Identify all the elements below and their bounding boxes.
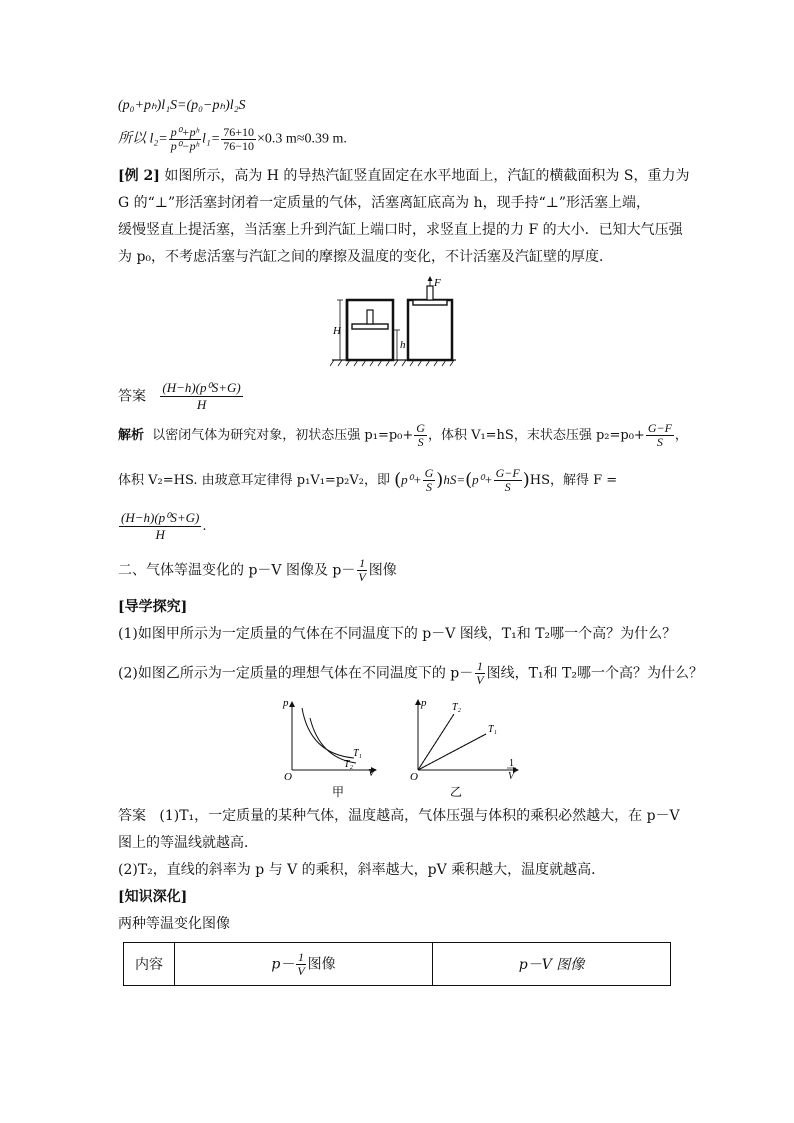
deepen-subtitle: 两种等温变化图像 [118,916,230,932]
svg-text:T₁: T₁ [353,748,363,759]
svg-text:T₂: T₂ [344,759,354,770]
label-H: H [333,325,341,337]
label-yi: 乙 [450,785,463,799]
example-2-line-1: [例 2] 如图所示，高为 H 的导热汽缸竖直固定在水平地面上，汽缸的横截面积为 S，重力为 [118,168,690,184]
section-2-title: 二、气体等温变化的 p－V 图像及 p－ $\frac{1}{V}$ 图像 [118,556,397,584]
example-2-line-2: G 的“⊥”形活塞封闭着一定质量的气体，活塞离缸底高为 h，现手持“⊥”形活塞上端， [118,195,651,211]
analysis-line-3: $\frac{\text{(H−h)(p⁰S+G)}}{H}$ . [121,510,207,542]
graph-jia [280,698,385,800]
fraction: $\frac{\text{p⁰+pʰ}}{\text{p⁰−pʰ}}$ [170,125,200,153]
table-row [124,943,671,986]
analysis-line-1: 解析 以密闭气体为研究对象，初状态压强 p₁=p₀+ $\frac{G}{S}$ ，体积 V₁=hS，末状态压强 p₂=p₀+ $\frac{G-F}{S}$ ， [118,421,688,449]
svg-text:p: p [421,697,427,709]
table-header-content: 内容 [124,943,175,986]
svg-text:p: p [283,698,289,709]
answer-fraction: $\frac{\text{(H−h)(p⁰S+G)}}{H}$ [162,380,241,412]
answer-label: 答案 [118,388,146,405]
solution-equation-1: (p₀+pₕ)l₁S=(p₀−pₕ)l₂S [118,98,246,113]
svg-text:V: V [368,767,375,779]
answer-2-line-2: 图上的等温线就越高． [118,835,258,851]
fraction: $\frac{76+10}{76-10}$ [223,125,255,153]
example-2-line-3: 缓慢竖直上提活塞，当活塞上升到汽缸上端口时，求竖直上提的力 F 的大小．已知大气压强 [118,222,683,238]
guide-heading: [导学探究] [118,599,188,615]
graph-yi [408,696,526,800]
comparison-table [123,942,671,986]
deepen-heading: [知识深化] [118,889,188,905]
svg-text:V: V [508,771,515,782]
label-jia: 甲 [332,785,345,799]
solution-equation-2: 所以 l₂= $\frac{\text{p⁰+pʰ}}{\text{p⁰−pʰ}}$ l₁= $\frac{76+10}{76-10}$ ×0.3 m≈0.39 m. [118,125,347,153]
table-header-p-V: p－V 图像 [433,943,671,986]
answer-2-line-3: (2)T₂，直线的斜率为 p 与 V 的乘积，斜率越大，pV 乘积越大，温度就越高． [118,862,606,878]
table-header-p-1overV: p－ $\frac{1}{V}$ 图像 [175,943,433,986]
answer-2-line-1: 答案 (1)T₁，一定质量的某种气体，温度越高，气体压强与体积的乘积必然越大，在 p－V [118,808,680,824]
guide-question-2: (2)如图乙所示为一定质量的理想气体在不同温度下的 p－ $\frac{1}{V}$ 图线，T₁和 T₂哪一个高？为什么？ [118,659,703,687]
answer-1 [118,380,244,413]
analysis-line-2: 体积 V₂=HS. 由玻意耳定律得 p₁V₁=p₂V₂，即 (p⁰+ $\frac{G}{S}$ )hS=(p⁰+ $\frac{G-F}{S}$ )HS，解得 F = [118,466,618,494]
example-2-line-4: 为 p₀，不考虑活塞与汽缸之间的摩擦及温度的变化，不计活塞及汽缸壁的厚度． [118,249,614,265]
svg-text:O: O [284,771,292,783]
svg-text:O: O [410,771,418,783]
svg-text:T₂: T₂ [452,702,462,713]
label-F: F [434,277,441,289]
cylinder-figure [330,276,460,368]
svg-text:T₁: T₁ [488,724,498,735]
label-h: h [400,339,406,351]
svg-text:1: 1 [509,758,514,769]
guide-question-1: (1)如图甲所示为一定质量的气体在不同温度下的 p－V 图线，T₁和 T₂哪一个高？为什么？ [118,626,677,642]
